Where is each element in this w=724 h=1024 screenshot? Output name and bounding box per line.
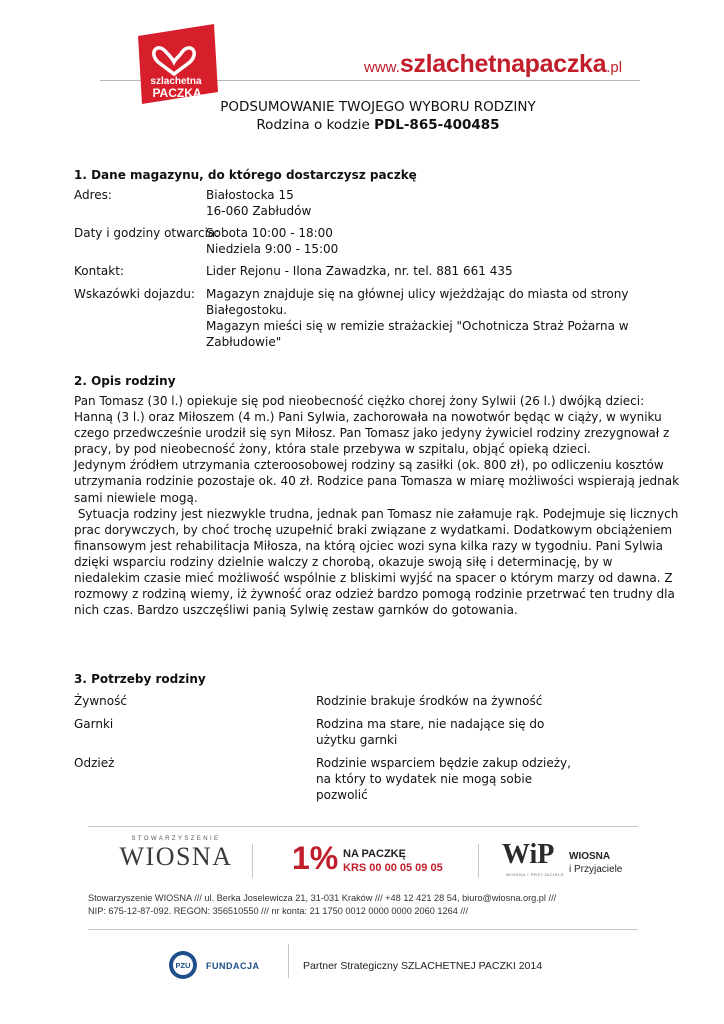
one-percent: 1%	[292, 840, 339, 876]
description-line: czego przedwcześnie urodził się syn Miłosz. Pan Tomasz jako jedyny żywiciel rodziny zrezygnował z	[74, 426, 670, 441]
need-line: Rodzina ma stare, nie nadające się do	[316, 717, 545, 731]
website-url[interactable]	[364, 50, 622, 79]
szlachetna-paczka-logo	[136, 22, 219, 106]
description-line: finansowym jest rehabilitacja Miłosza, na którą ojciec wozi syna kilka razy w tygodniu. Pani Sylwia	[74, 538, 663, 553]
section2-heading: 2. Opis rodziny	[74, 374, 176, 388]
website-www: www.	[364, 59, 400, 76]
wip-line2: i Przyjaciele	[569, 864, 623, 875]
description-line: niedalekim czasie mieć możliwość wspólnie z bliskimi wyjść na spacer o którym marzy od dawna. Z	[74, 571, 673, 586]
section1-heading: 1. Dane magazynu, do którego dostarczysz paczkę	[74, 168, 417, 182]
krs-number: KRS 00 00 05 09 05	[343, 862, 443, 874]
footer-top-rule	[88, 826, 638, 827]
address-label: Adres:	[74, 188, 112, 202]
address-line: Białostocka 15	[206, 188, 294, 202]
contact-label: Kontakt:	[74, 264, 124, 278]
pzu-logo-text: PZU	[175, 961, 191, 970]
fundacja-label: FUNDACJA	[206, 961, 260, 971]
wip-line1: WIOSNA	[569, 851, 611, 862]
directions-label: Wskazówki dojazdu:	[74, 287, 195, 301]
need-line: Rodzinie brakuje środków na żywność	[316, 694, 543, 708]
pzu-logo	[168, 950, 198, 980]
footer-divider	[288, 944, 289, 978]
need-name: Garnki	[74, 717, 114, 731]
description-line: rozmowy z rodziną wiemy, iż żywność oraz odzież bardzo pomogą rodzinie przetrwać ten trudny dla	[74, 587, 675, 602]
need-line: użytku garnki	[316, 733, 398, 747]
footer-divider	[252, 844, 253, 878]
directions-line: Magazyn mieści się w remizie strażackiej "Ochotnicza Straż Pożarna w	[206, 319, 629, 333]
need-description	[316, 716, 576, 748]
wip-logo-mark: WiP	[502, 839, 555, 870]
description-line: Hanną (3 l.) oraz Miłoszem (4 m.) Pani Sylwia, zachorowała na nowotwór będąc w ciąży, w wyniku	[74, 410, 662, 425]
hours-value	[206, 225, 606, 257]
family-description	[74, 393, 680, 618]
description-line: Pan Tomasz (30 l.) opiekuje się pod nieobecność ciężko chorej żony Sylwii (26 l.) dwójką dzieci:	[74, 394, 645, 408]
description-line: sami niewiele mogą.	[74, 490, 198, 505]
need-line: Rodzinie wsparciem będzie zakup odzieży,	[316, 756, 571, 770]
footer-address-line: Stowarzyszenie WIOSNA /// ul. Berka Joselewicza 21, 31-031 Kraków /// +48 12 421 28 54, biuro@wiosna.org.pl ///	[88, 893, 557, 903]
hours-line: Sobota 10:00 - 18:00	[206, 226, 333, 240]
website-main: szlachetnapaczka	[399, 50, 607, 78]
need-name: Żywność	[74, 694, 127, 708]
contact-value: Lider Rejonu - Ilona Zawadzka, nr. tel. 881 661 435	[206, 264, 513, 278]
address-value	[206, 187, 606, 219]
wiosna-logo	[116, 836, 236, 882]
need-description	[316, 755, 576, 803]
logo-line1: szlachetna	[150, 76, 202, 87]
description-line: prac dorywczych, by choć trochę uzupełnić braki związane z wydatkami. Dodatkowym obciążeniem	[74, 522, 673, 537]
description-line: utrzymania rodzinie pozostaje ok. 40 zł. Rodzice pana Tomasza w miarę możliwości wspierają jednak	[74, 474, 680, 489]
partner-text: Partner Strategiczny SZLACHETNEJ PACZKI 2014	[303, 960, 543, 972]
footer-address-line: NIP: 675-12-87-092. REGON: 356510550 /// nr konta: 21 1750 0012 0000 0000 2060 1264 ///	[88, 906, 469, 916]
description-line: nich czas. Bardzo uszczęśliwi panią Sylwię zestaw garnków do gotowania.	[74, 603, 518, 618]
directions-value	[206, 286, 629, 350]
code-value: PDL-865-400485	[374, 117, 500, 133]
description-line: dzięki wsparciu rodziny dzielnie walczy z chorobą, okazuje swoją siłę i determinację, by w	[74, 554, 613, 569]
title-line: PODSUMOWANIE TWOJEGO WYBORU RODZINY	[220, 99, 536, 115]
footer-address	[88, 892, 556, 918]
description-line: pracy, by pod nieobecność żony, która stale przebywa w szpitalu, objąć opieką dzieci.	[74, 442, 591, 457]
description-line: Jedynym źródłem utrzymania czteroosobowej rodziny są zasiłki (ok. 800 zł), po odliczeniu kosztów	[74, 458, 664, 473]
logo-line2: PACZKA	[152, 86, 202, 100]
footer-divider	[478, 844, 479, 878]
directions-line: Zabłudowie"	[206, 335, 282, 349]
hours-line: Niedziela 9:00 - 15:00	[206, 242, 339, 256]
page-title	[208, 98, 548, 134]
need-line: na który to wydatek nie mogą sobie	[316, 772, 533, 786]
website-tld: .pl	[606, 59, 623, 76]
need-line: pozwolić	[316, 788, 368, 802]
directions-line: Białegostoku.	[206, 303, 287, 317]
code-label: Rodzina o kodzie	[256, 117, 370, 133]
wiosna-top-text: STOWARZYSZENIE	[131, 836, 221, 842]
need-description	[316, 693, 576, 709]
section3-heading: 3. Potrzeby rodziny	[74, 672, 206, 686]
hours-label: Daty i godziny otwarcia:	[74, 226, 220, 240]
wiosna-name: WIOSNA	[119, 842, 233, 871]
address-line: 16-060 Zabłudów	[206, 204, 312, 218]
description-line: Sytuacja rodziny jest niezwykle trudna, jednak pan Tomasz nie załamuje rąk. Podejmuje się licznych	[74, 506, 679, 521]
na-paczke: NA PACZKĘ	[343, 848, 406, 860]
footer-bottom-rule	[88, 929, 638, 930]
directions-line: Magazyn znajduje się na głównej ulicy wjeżdżając do miasta od strony	[206, 287, 629, 301]
wip-small-text: WIOSNA I PRZYJACIELE	[506, 872, 565, 877]
need-name: Odzież	[74, 756, 115, 770]
